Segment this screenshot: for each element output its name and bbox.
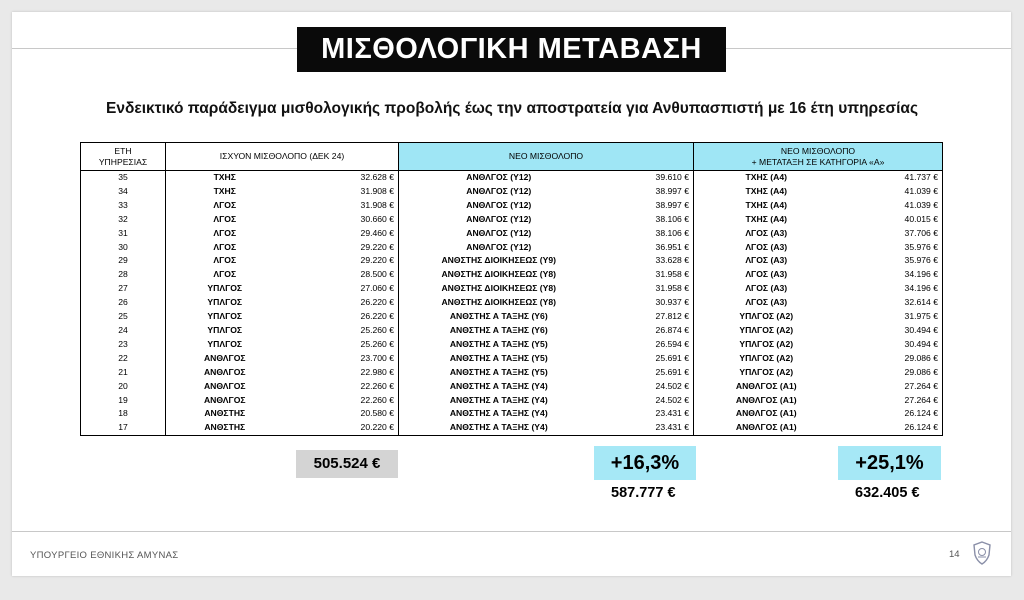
new-amount-cell: 23.431 € (599, 421, 694, 435)
table-row (81, 366, 943, 380)
header-current-scale: ΙΣΧΥΟΝ ΜΙΣΘΟΛΟΠΟ (ΔΕΚ 24) (166, 143, 399, 171)
years-cell: 28 (81, 268, 166, 282)
new-rank-cell: ΑΝΘΣΤΗΣ Α ΤΑΞΗΣ (Υ6) (449, 324, 548, 335)
new-rank-cell: ΑΝΘΣΤΗΣ Α ΤΑΞΗΣ (Υ4) (449, 380, 548, 391)
table-row (81, 352, 943, 366)
new-amount-cell: 24.502 € (599, 394, 694, 408)
category-amount-cell: 26.124 € (839, 421, 943, 435)
table-row (81, 185, 943, 199)
category-amount-cell: 32.614 € (839, 296, 943, 310)
header-new-cat-line2: + ΜΕΤΑΤΑΞΗ ΣΕ ΚΑΤΗΓΟΡΙΑ «Α» (751, 156, 885, 167)
new-rank-cell: ΑΝΘΛΓΟΣ (Υ12) (466, 185, 532, 196)
current-rank-cell: ΥΠΛΓΟΣ (207, 297, 243, 308)
category-rank-cell: ΤΧΗΣ (Α4) (745, 185, 787, 196)
current-amount-cell: 32.628 € (284, 171, 399, 185)
category-rank-cell: ΛΓΟΣ (Α3) (745, 283, 788, 294)
new-amount-cell: 23.431 € (599, 407, 694, 421)
new-rank-cell: ΑΝΘΣΤΗΣ Α ΤΑΞΗΣ (Υ4) (399, 421, 599, 435)
years-cell: 27 (81, 282, 166, 296)
years-cell: 35 (81, 171, 166, 185)
new-amount-cell: 31.958 € (599, 282, 694, 296)
category-amount-cell: 30.494 € (839, 338, 943, 352)
category-rank-cell: ΛΓΟΣ (Α3) (745, 227, 788, 238)
category-amount-cell: 35.976 € (839, 254, 943, 268)
table-row (81, 213, 943, 227)
category-rank-cell: ΤΧΗΣ (Α4) (745, 213, 787, 224)
new-amount-cell: 25.691 € (599, 366, 694, 380)
table-row (81, 310, 943, 324)
current-rank-cell: ΛΓΟΣ (213, 199, 237, 210)
category-increase-badge: +25,1% (838, 446, 941, 480)
years-cell: 19 (81, 394, 166, 408)
table-header-row (81, 143, 943, 171)
table-row (81, 241, 943, 255)
new-amount-cell: 26.874 € (599, 324, 694, 338)
new-rank-cell: ΑΝΘΣΤΗΣ Α ΤΑΞΗΣ (Υ5) (449, 338, 548, 349)
category-amount-cell: 29.086 € (839, 366, 943, 380)
current-rank-cell: ΛΓΟΣ (213, 269, 237, 280)
category-rank-cell: ΛΓΟΣ (Α3) (745, 269, 788, 280)
category-rank-cell: ΑΝΘΛΓΟΣ (Α1) (735, 394, 797, 405)
category-rank-cell: ΥΠΛΓΟΣ (Α2) (739, 311, 794, 322)
category-rank-cell: ΛΓΟΣ (Α3) (745, 255, 788, 266)
category-amount-cell: 34.196 € (839, 268, 943, 282)
header-new-scale-category (694, 143, 943, 171)
new-rank-cell: ΑΝΘΣΤΗΣ ΔΙΟΙΚΗΣΕΩΣ (Υ8) (441, 269, 557, 280)
current-rank-cell: ΥΠΛΓΟΣ (207, 283, 243, 294)
table-row (81, 394, 943, 408)
new-amount-cell: 38.997 € (599, 185, 694, 199)
table-row (81, 282, 943, 296)
new-rank-cell: ΑΝΘΣΤΗΣ ΔΙΟΙΚΗΣΕΩΣ (Υ9) (441, 255, 557, 266)
current-rank-cell: ΑΝΘΛΓΟΣ (203, 352, 246, 363)
category-amount-cell: 34.196 € (839, 282, 943, 296)
current-rank-cell: ΥΠΛΓΟΣ (207, 311, 243, 322)
years-cell: 17 (81, 421, 166, 435)
years-cell: 23 (81, 338, 166, 352)
current-amount-cell: 31.908 € (284, 185, 399, 199)
current-rank-cell: ΑΝΘΣΤΗΣ (204, 408, 246, 419)
header-years (81, 143, 166, 171)
new-amount-cell: 38.997 € (599, 199, 694, 213)
table-row (81, 227, 943, 241)
category-amount-cell: 31.975 € (839, 310, 943, 324)
new-amount-cell: 39.610 € (599, 171, 694, 185)
current-amount-cell: 30.660 € (284, 213, 399, 227)
table-row (81, 199, 943, 213)
current-rank-cell: ΤΧΗΣ (213, 172, 236, 182)
table-row (81, 296, 943, 310)
years-cell: 32 (81, 213, 166, 227)
current-rank-cell: ΑΝΘΣΤΗΣ (166, 421, 284, 435)
table-row (81, 421, 943, 435)
new-scale-increase-badge: +16,3% (594, 446, 696, 480)
header-new-cat-line1: ΝΕΟ ΜΙΣΘΟΛΟΠΟ (780, 145, 856, 156)
category-amount-cell: 41.039 € (839, 185, 943, 199)
new-amount-cell: 26.594 € (599, 338, 694, 352)
new-scale-total: 587.777 € (611, 485, 676, 501)
header-years-line2: ΥΠΗΡΕΣΙΑΣ (98, 156, 148, 167)
category-rank-cell: ΥΠΛΓΟΣ (Α2) (739, 324, 794, 335)
current-amount-cell: 22.980 € (284, 366, 399, 380)
current-rank-cell: ΑΝΘΛΓΟΣ (203, 380, 246, 391)
years-cell: 21 (81, 366, 166, 380)
years-cell: 25 (81, 310, 166, 324)
current-amount-cell: 27.060 € (284, 282, 399, 296)
new-amount-cell: 33.628 € (599, 254, 694, 268)
slide-title: ΜΙΣΘΟΛΟΓΙΚΗ ΜΕΤΑΒΑΣΗ (297, 27, 726, 72)
category-rank-cell: ΑΝΘΛΓΟΣ (Α1) (735, 408, 797, 419)
current-amount-cell: 20.580 € (284, 407, 399, 421)
new-rank-cell: ΑΝΘΣΤΗΣ Α ΤΑΞΗΣ (Υ4) (449, 408, 548, 419)
current-amount-cell: 26.220 € (284, 310, 399, 324)
new-rank-cell: ΑΝΘΛΓΟΣ (Υ12) (466, 241, 532, 252)
table-row (81, 338, 943, 352)
current-rank-cell: ΤΧΗΣ (213, 185, 236, 196)
current-amount-cell: 25.260 € (284, 338, 399, 352)
category-rank-cell: ΑΝΘΛΓΟΣ (Α1) (735, 380, 797, 391)
category-amount-cell: 37.706 € (839, 227, 943, 241)
current-amount-cell: 29.460 € (284, 227, 399, 241)
category-rank-cell: ΤΧΗΣ (Α4) (745, 199, 787, 210)
new-amount-cell: 36.951 € (599, 241, 694, 255)
category-amount-cell: 41.737 € (839, 171, 943, 185)
category-rank-cell: ΑΝΘΛΓΟΣ (Α1) (694, 421, 839, 435)
table-row (81, 324, 943, 338)
new-amount-cell: 25.691 € (599, 352, 694, 366)
years-cell: 34 (81, 185, 166, 199)
current-rank-cell: ΑΝΘΛΓΟΣ (203, 394, 246, 405)
category-amount-cell: 41.039 € (839, 199, 943, 213)
new-rank-cell: ΑΝΘΛΓΟΣ (Υ12) (466, 213, 532, 224)
current-amount-cell: 25.260 € (284, 324, 399, 338)
category-rank-cell: ΥΠΛΓΟΣ (Α2) (739, 338, 794, 349)
category-total: 632.405 € (855, 485, 920, 501)
bottom-divider (12, 531, 1011, 532)
current-amount-cell: 26.220 € (284, 296, 399, 310)
category-amount-cell: 40.015 € (839, 213, 943, 227)
table-row (81, 407, 943, 421)
new-rank-cell: ΑΝΘΛΓΟΣ (Υ12) (466, 199, 532, 210)
new-amount-cell: 38.106 € (599, 227, 694, 241)
category-amount-cell: 30.494 € (839, 324, 943, 338)
table-row (81, 254, 943, 268)
category-amount-cell: 29.086 € (839, 352, 943, 366)
current-amount-cell: 22.260 € (284, 380, 399, 394)
header-years-line1: ΕΤΗ (114, 145, 132, 156)
current-amount-cell: 31.908 € (284, 199, 399, 213)
current-rank-cell: ΛΓΟΣ (213, 255, 237, 266)
current-amount-cell: 22.260 € (284, 394, 399, 408)
new-rank-cell: ΑΝΘΣΤΗΣ Α ΤΑΞΗΣ (Υ4) (449, 394, 548, 405)
years-cell: 18 (81, 407, 166, 421)
current-total: 505.524 € (296, 450, 398, 478)
category-rank-cell: ΛΓΟΣ (Α3) (745, 297, 788, 308)
years-cell: 31 (81, 227, 166, 241)
new-rank-cell: ΑΝΘΛΓΟΣ (Υ12) (466, 172, 532, 182)
category-rank-cell: ΛΓΟΣ (Α3) (745, 241, 788, 252)
category-amount-cell: 27.264 € (839, 394, 943, 408)
years-cell: 33 (81, 199, 166, 213)
new-amount-cell: 24.502 € (599, 380, 694, 394)
header-new-scale: ΝΕΟ ΜΙΣΘΟΛΟΠΟ (399, 143, 694, 171)
current-amount-cell: 29.220 € (284, 254, 399, 268)
current-rank-cell: ΛΓΟΣ (213, 227, 237, 238)
new-amount-cell: 31.958 € (599, 268, 694, 282)
category-amount-cell: 27.264 € (839, 380, 943, 394)
table-row (81, 268, 943, 282)
page-number: 14 (949, 549, 960, 560)
new-amount-cell: 27.812 € (599, 310, 694, 324)
current-rank-cell: ΛΓΟΣ (213, 213, 237, 224)
category-amount-cell: 26.124 € (839, 407, 943, 421)
new-rank-cell: ΑΝΘΣΤΗΣ ΔΙΟΙΚΗΣΕΩΣ (Υ8) (441, 297, 557, 308)
current-amount-cell: 28.500 € (284, 268, 399, 282)
new-rank-cell: ΑΝΘΣΤΗΣ Α ΤΑΞΗΣ (Υ6) (449, 311, 548, 322)
current-amount-cell: 23.700 € (284, 352, 399, 366)
category-rank-cell: ΤΧΗΣ (Α4) (745, 172, 787, 182)
years-cell: 24 (81, 324, 166, 338)
current-rank-cell: ΑΝΘΛΓΟΣ (203, 366, 246, 377)
years-cell: 22 (81, 352, 166, 366)
new-rank-cell: ΑΝΘΣΤΗΣ Α ΤΑΞΗΣ (Υ5) (449, 352, 548, 363)
current-amount-cell: 20.220 € (284, 421, 399, 435)
category-amount-cell: 35.976 € (839, 241, 943, 255)
new-rank-cell: ΑΝΘΣΤΗΣ Α ΤΑΞΗΣ (Υ5) (449, 366, 548, 377)
years-cell: 30 (81, 241, 166, 255)
current-rank-cell: ΥΠΛΓΟΣ (207, 338, 243, 349)
table-row (81, 171, 943, 185)
new-rank-cell: ΑΝΘΛΓΟΣ (Υ12) (466, 227, 532, 238)
years-cell: 29 (81, 254, 166, 268)
slide-subtitle: Ενδεικτικό παράδειγμα μισθολογικής προβολής έως την αποστρατεία για Ανθυπασπιστή με 16 έτη υπηρεσίας (105, 100, 919, 117)
new-amount-cell: 30.937 € (599, 296, 694, 310)
footer-ministry: ΥΠΟΥΡΓΕΙΟ ΕΘΝΙΚΗΣ ΑΜΥΝΑΣ (30, 550, 179, 561)
current-rank-cell: ΥΠΛΓΟΣ (207, 324, 243, 335)
current-amount-cell: 29.220 € (284, 241, 399, 255)
new-rank-cell: ΑΝΘΣΤΗΣ ΔΙΟΙΚΗΣΕΩΣ (Υ8) (441, 283, 557, 294)
salary-table (80, 142, 943, 436)
current-rank-cell: ΛΓΟΣ (213, 241, 237, 252)
table-row (81, 380, 943, 394)
category-rank-cell: ΥΠΛΓΟΣ (Α2) (739, 352, 794, 363)
new-amount-cell: 38.106 € (599, 213, 694, 227)
category-rank-cell: ΥΠΛΓΟΣ (Α2) (739, 366, 794, 377)
years-cell: 26 (81, 296, 166, 310)
years-cell: 20 (81, 380, 166, 394)
ministry-emblem-icon (972, 541, 992, 570)
